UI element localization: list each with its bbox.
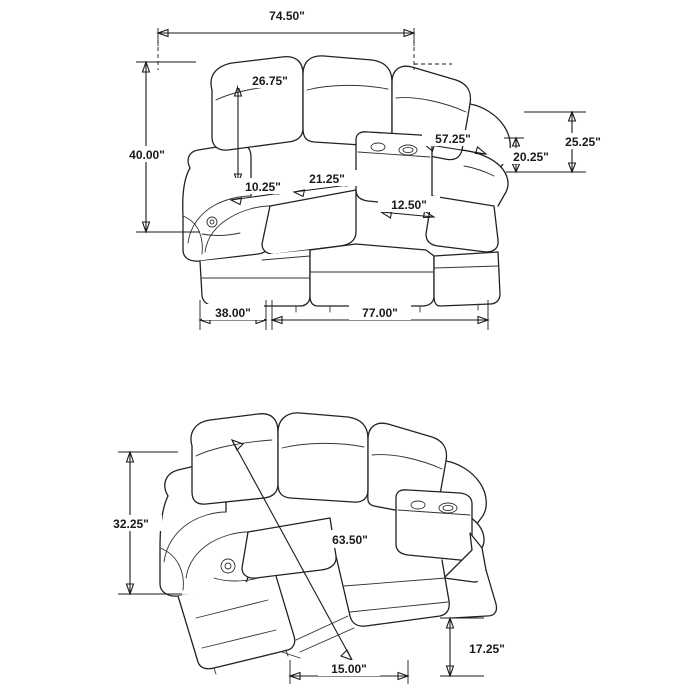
dim-footrest-height-17_25 [440,618,518,676]
dim-label-overall-height: 40.00" [129,148,165,162]
dim-console-width-12_50 [378,196,440,218]
dim-label-overall-width: 74.50" [269,9,305,23]
dim-label-seat-height: 20.25" [513,150,549,164]
dim-label-footrest-width: 15.00" [331,662,367,676]
dim-label-base-front: 77.00" [362,306,398,320]
dim-label-seat-depth: 57.25" [435,132,471,146]
dim-label-loveseat-height: 32.25" [113,517,149,531]
dim-label-base-left: 38.00" [215,306,251,320]
dim-label-arm-width: 10.25" [245,180,281,194]
loveseat-figure [100,413,518,684]
dim-label-extended-depth: 63.50" [332,533,368,547]
dim-footrest-width-15_00 [290,660,408,684]
dim-label-seat-width: 21.25" [309,172,345,186]
dim-base-left-38_00 [200,300,266,330]
sofa-figure [116,7,614,330]
dim-label-footrest-height: 17.25" [469,642,505,656]
dim-label-back-height: 26.75" [252,74,288,88]
dim-overall-width-74_50 [158,7,414,46]
dim-label-console-width: 12.50" [391,198,427,212]
dim-arm-width-10_25 [231,178,294,205]
dim-label-arm-height: 25.25" [565,135,601,149]
